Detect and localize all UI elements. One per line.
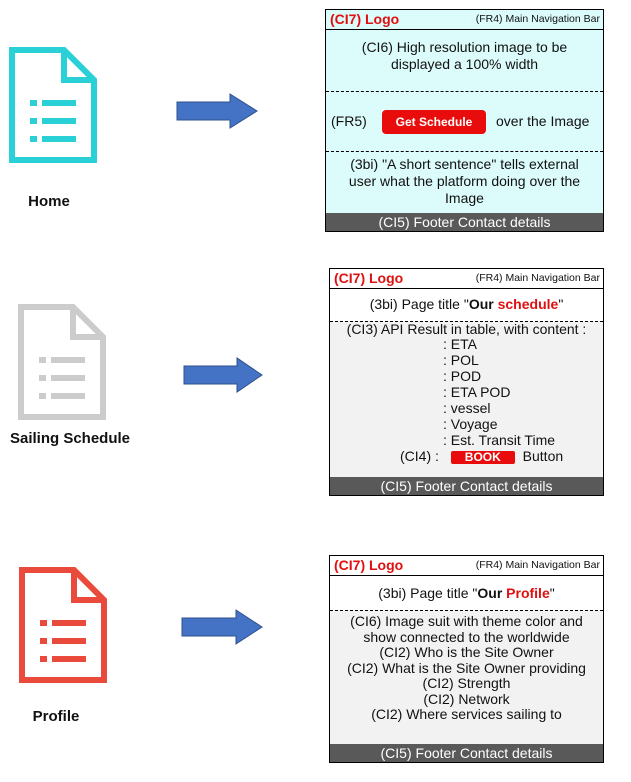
- book-suffix: Button: [522, 448, 564, 464]
- schedule-title-highlight: schedule: [497, 296, 559, 312]
- api-item-transit-time: : Est. Transit Time: [443, 432, 556, 448]
- profile-nav-bar: (FR4) Main Navigation Bar: [475, 559, 600, 571]
- api-item-pol: : POL: [443, 352, 479, 368]
- api-item-eta-pod: : ETA POD: [443, 384, 511, 400]
- schedule-title-our: Our: [468, 296, 494, 312]
- profile-arrow-icon: [181, 609, 263, 645]
- profile-content-line: (CI2) Who is the Site Owner: [379, 644, 554, 660]
- home-button-suffix: over the Image: [496, 113, 590, 129]
- profile-content-line: (CI6) Image suit with theme color and: [350, 613, 583, 629]
- home-image-section: [326, 39, 603, 73]
- schedule-arrow-icon: [183, 357, 263, 393]
- schedule-nav-bar: (FR4) Main Navigation Bar: [475, 272, 600, 284]
- page-label-profile: Profile: [32, 708, 80, 725]
- profile-title-prefix: (3bi) Page title ": [378, 585, 478, 601]
- home-sentence-section: [326, 151, 603, 207]
- home-image-line-2: displayed a 100% width: [390, 56, 539, 72]
- api-item-vessel: : vessel: [443, 400, 491, 416]
- home-sentence-line-3: Image: [445, 190, 484, 206]
- home-nav-bar: (FR4) Main Navigation Bar: [475, 13, 600, 25]
- home-button-prefix: (FR5): [331, 113, 367, 129]
- api-item-voyage: : Voyage: [443, 416, 498, 432]
- profile-content-section: [330, 610, 603, 746]
- schedule-api-intro: (CI3) API Result in table, with content :: [346, 321, 587, 337]
- home-button-section: [326, 91, 603, 151]
- profile-footer: (CI5) Footer Contact details: [330, 744, 603, 762]
- home-sentence-line-2: user what the platform doing over the: [348, 173, 581, 189]
- page-label-home: Home: [28, 193, 70, 210]
- get-schedule-button[interactable]: Get Schedule: [382, 110, 486, 134]
- schedule-title-prefix: (3bi) Page title ": [369, 296, 469, 312]
- page-label-sailing-schedule: Sailing Schedule: [9, 430, 131, 447]
- schedule-title-suffix: ": [558, 296, 564, 312]
- home-logo: (CI7) Logo: [330, 11, 400, 27]
- schedule-wireframe: [329, 268, 604, 496]
- profile-content-line: (CI2) What is the Site Owner providing: [347, 659, 586, 676]
- profile-wireframe: [329, 555, 604, 763]
- home-header: [326, 10, 603, 30]
- api-item-pod: : POD: [443, 368, 482, 384]
- profile-title-highlight: Profile: [506, 585, 550, 601]
- profile-content-line: (CI2) Where services sailing to: [371, 706, 562, 722]
- profile-title-our: Our: [477, 585, 503, 601]
- profile-title: [330, 585, 603, 602]
- home-arrow-icon: [176, 93, 258, 129]
- home-image-line-1: (CI6) High resolution image to be: [361, 39, 568, 55]
- book-button[interactable]: BOOK: [451, 451, 515, 464]
- home-sentence-line-1: (3bi) "A short sentence" tells external: [350, 156, 579, 172]
- schedule-title: [330, 296, 603, 313]
- schedule-document-icon: [17, 303, 107, 421]
- schedule-logo: (CI7) Logo: [334, 270, 404, 286]
- schedule-footer: (CI5) Footer Contact details: [330, 477, 603, 495]
- api-item-eta: : ETA: [443, 336, 477, 352]
- profile-title-suffix: ": [549, 585, 555, 601]
- profile-document-icon: [18, 566, 108, 684]
- home-wireframe: [325, 9, 604, 232]
- home-document-icon: [8, 46, 98, 164]
- profile-content-line: show connected to the worldwide: [363, 628, 570, 645]
- book-row: [400, 448, 563, 464]
- profile-logo: (CI7) Logo: [334, 557, 404, 573]
- profile-header: [330, 556, 603, 576]
- profile-content-line: (CI2) Network: [423, 690, 510, 707]
- home-footer: (CI5) Footer Contact details: [326, 213, 603, 231]
- schedule-header: [330, 269, 603, 289]
- profile-content-line: (CI2) Strength: [422, 675, 511, 691]
- book-prefix: (CI4) :: [400, 448, 439, 464]
